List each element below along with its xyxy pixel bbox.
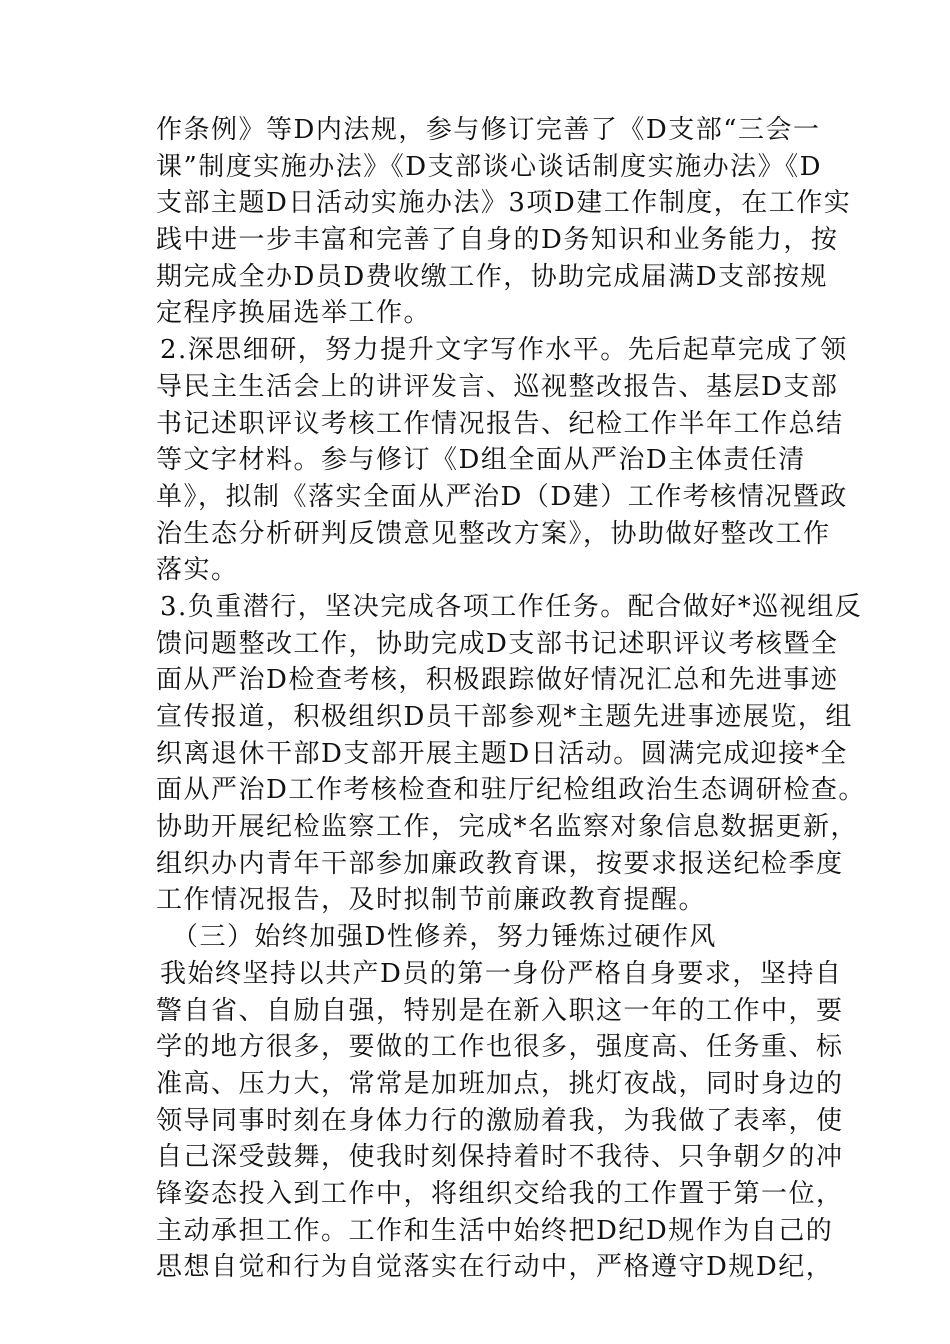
text-line: 思想自觉和行为自觉落实在行动中，严格遵守D规D纪， xyxy=(156,1252,834,1283)
text-line: 工作情况报告，及时拟制节前廉政教育提醒。 xyxy=(156,885,707,916)
text-line: 单》，拟制《落实全面从严治D（D建）工作考核情况暨政 xyxy=(156,481,848,512)
text-line: 协助开展纪检监察工作，完成*名监察对象信息数据更新， xyxy=(156,812,859,843)
text-line: 课”制度实施办法》《D支部谈心谈话制度实施办法》《D xyxy=(156,151,822,182)
text-line: 面从严治D工作考核检查和驻厅纪检组政治生态调研检查。 xyxy=(156,775,866,806)
text-line: 2.深思细研，努力提升文字写作水平。先后起草完成了领 xyxy=(160,335,848,366)
text-line: 组织办内青年干部参加廉政教育课，按要求报送纪检季度 xyxy=(156,848,844,879)
text-line: 宣传报道，积极组织D员干部参观*主题先进事迹展览，组 xyxy=(156,702,853,732)
text-line: 导民主生活会上的讲评发言、巡视整改报告、基层D支部 xyxy=(156,371,839,402)
text-line: 自己深受鼓舞，使我时刻保持着时不我待、只争朝夕的冲 xyxy=(156,1142,844,1173)
text-line: 期完成全办D员D费收缴工作，协助完成届满D支部按规 xyxy=(156,261,829,292)
text-line: 馈问题整改工作，协助完成D支部书记述职评议考核暨全 xyxy=(156,628,839,659)
text-line: 落实。 xyxy=(156,555,239,586)
text-line: 等文字材料。参与修订《D组全面从严治D主体责任清 xyxy=(156,445,806,476)
text-line: 学的地方很多，要做的工作也很多，强度高、任务重、标 xyxy=(156,1032,844,1063)
text-line: 3.负重潜行，坚决完成各项工作任务。配合做好*巡视组反 xyxy=(160,591,863,622)
text-line: 主动承担工作。工作和生活中始终把D纪D规作为自己的 xyxy=(156,1215,834,1246)
text-line: 书记述职评议考核工作情况报告、纪检工作半年工作总结 xyxy=(156,408,844,439)
body-text xyxy=(146,112,866,1286)
text-line: 面从严治D检查考核，积极跟踪做好情况汇总和先进事迹 xyxy=(156,665,839,696)
text-line: 准高、压力大，常常是加班加点，挑灯夜战，同时身边的 xyxy=(156,1068,844,1099)
text-line: 作条例》等D内法规，参与修订完善了《D支部“三会一 xyxy=(156,115,821,145)
text-line: 领导同事时刻在身体力行的激励着我，为我做了表率，使 xyxy=(156,1105,844,1136)
text-line: 支部主题D日活动实施办法》3项D建工作制度，在工作实 xyxy=(156,188,852,219)
text-line: 我始终坚持以共产D员的第一身份严格自身要求，坚持自 xyxy=(160,958,843,989)
text-line: （三）始终加强D性修养，努力锤炼过硬作风 xyxy=(172,922,717,953)
text-line: 治生态分析研判反馈意见整改方案》，协助做好整改工作 xyxy=(156,518,831,549)
text-line: 定程序换届选举工作。 xyxy=(156,298,432,329)
text-line: 锋姿态投入到工作中，将组织交给我的工作置于第一位， xyxy=(156,1178,844,1209)
text-line: 织离退休干部D支部开展主题D日活动。圆满完成迎接*全 xyxy=(156,738,848,769)
text-line: 践中进一步丰富和完善了自身的D务知识和业务能力，按 xyxy=(156,225,839,256)
text-line: 警自省、自励自强，特别是在新入职这一年的工作中，要 xyxy=(156,995,844,1026)
